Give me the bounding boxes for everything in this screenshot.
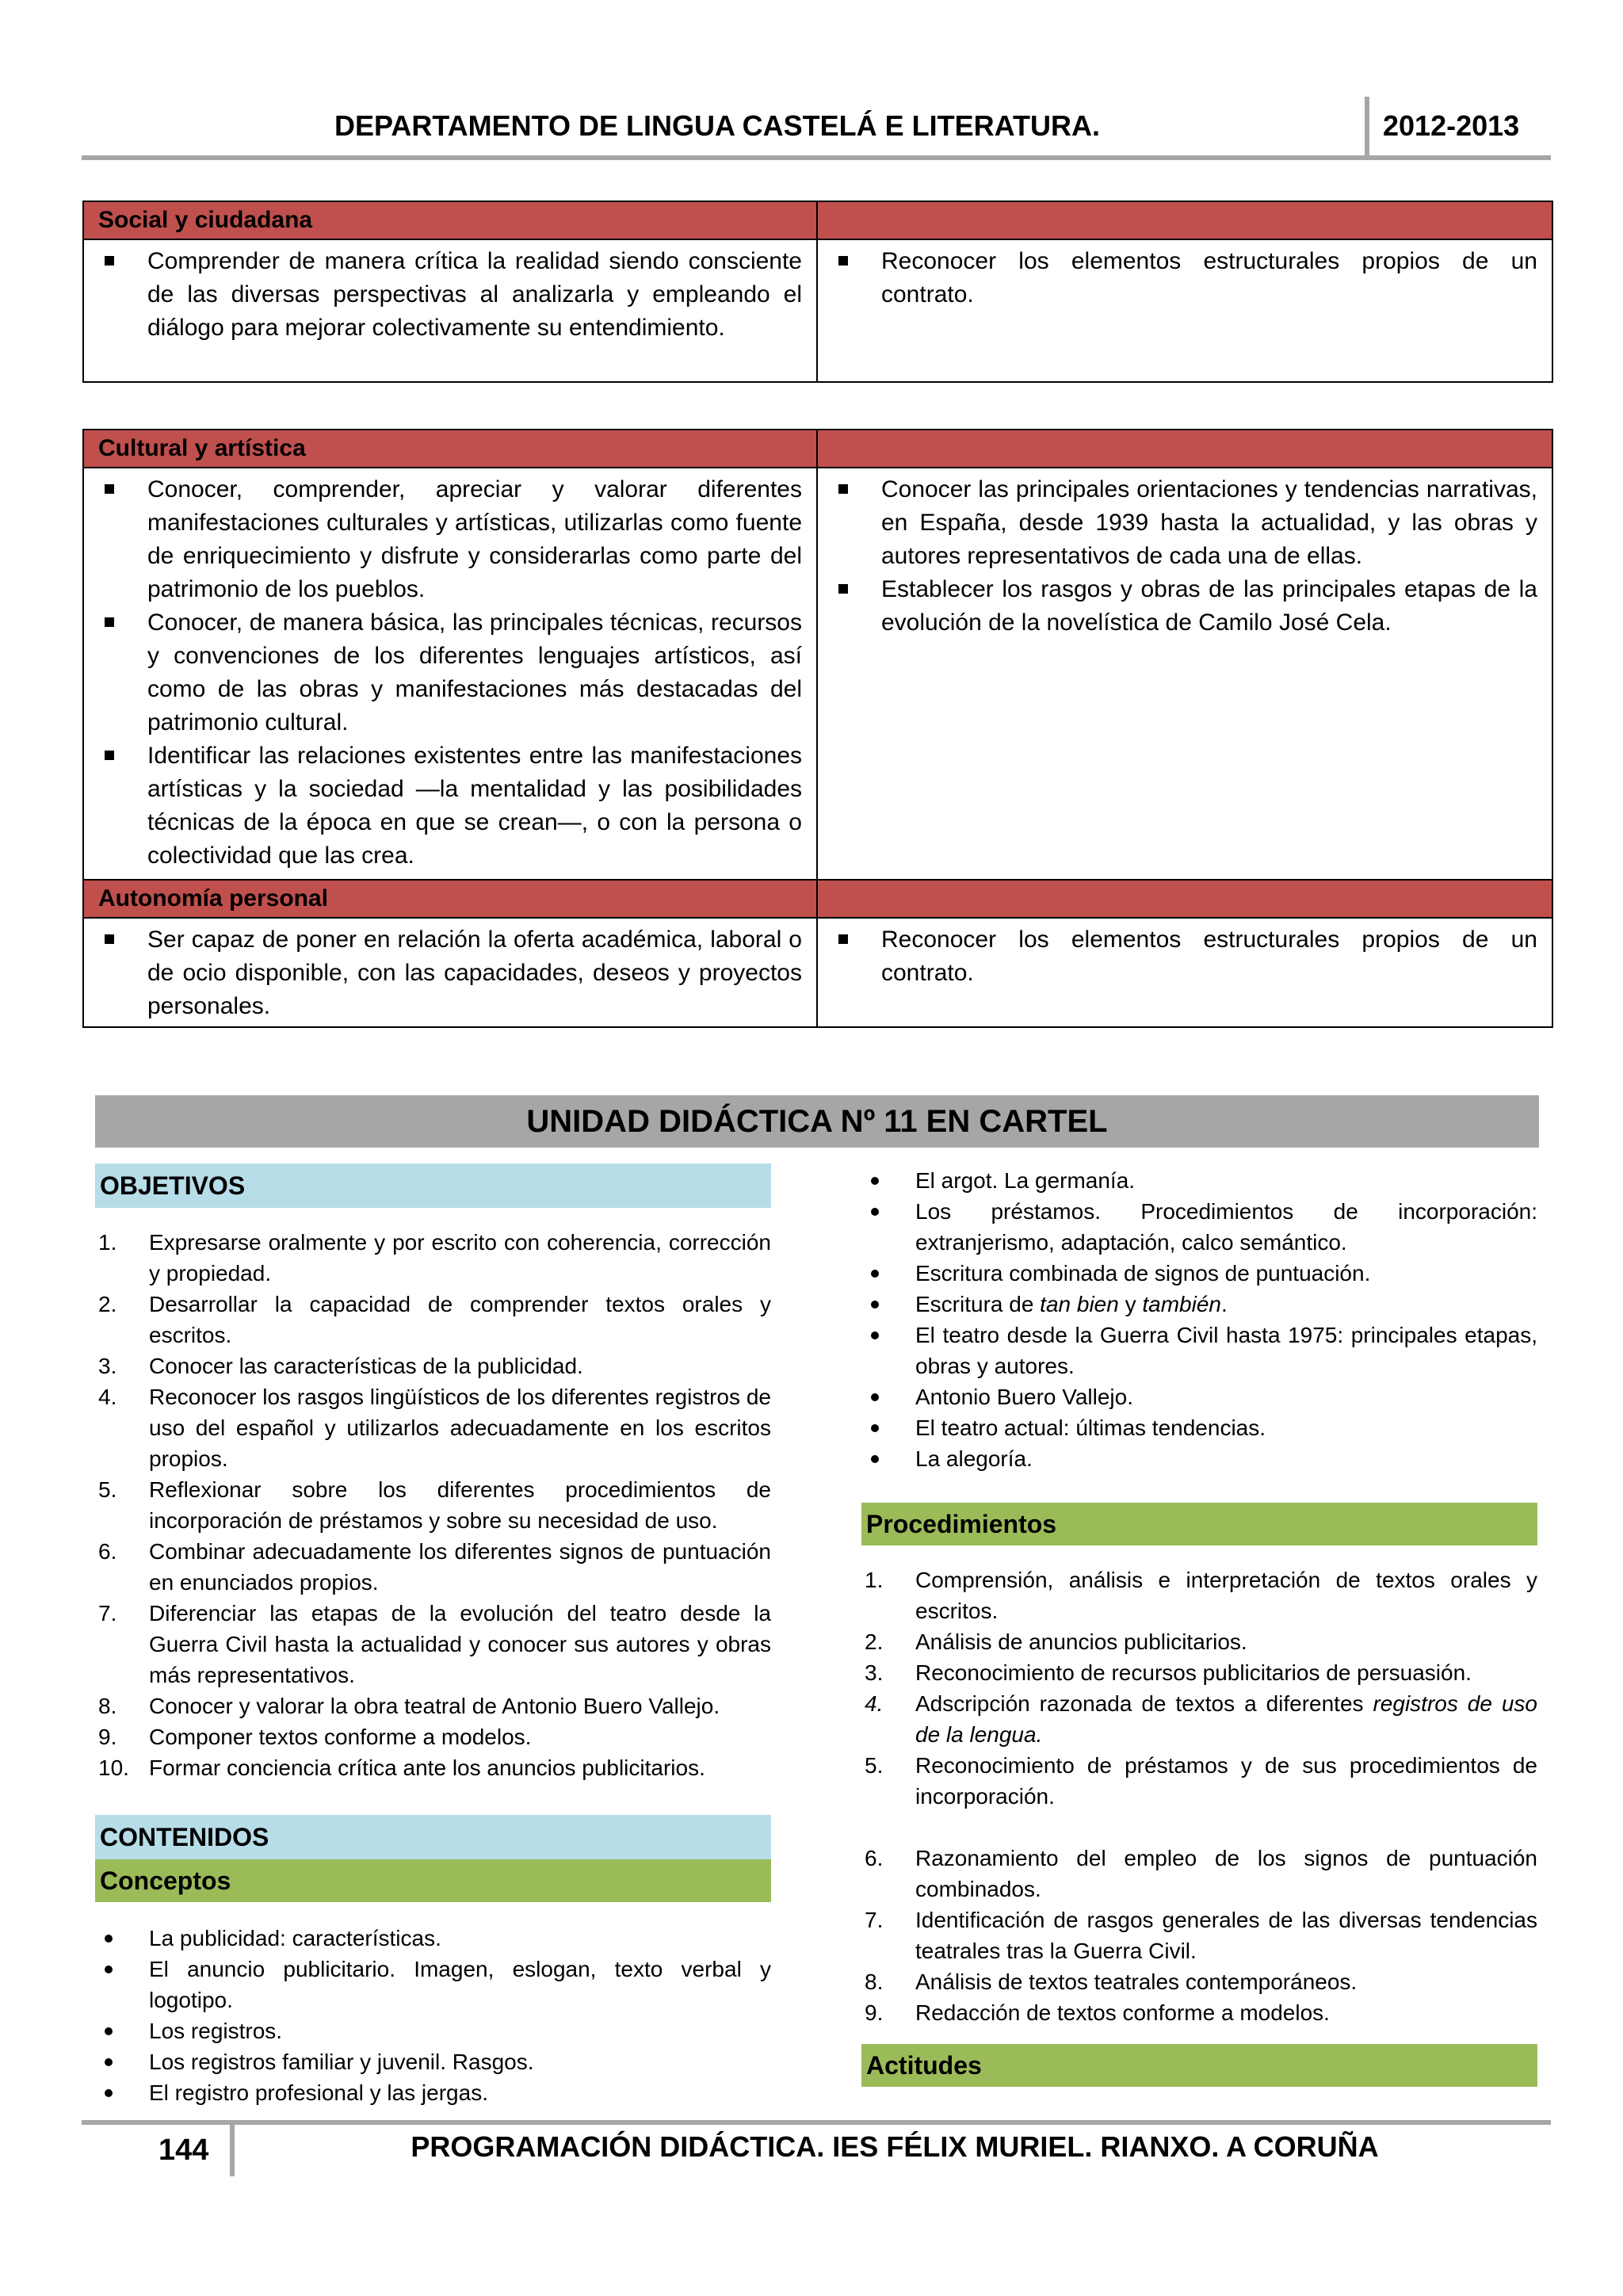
document-header-title: DEPARTAMENTO DE LINGUA CASTELÁ E LITERATURA. (334, 109, 1100, 142)
list-item: Antonio Buero Vallejo. (861, 1381, 1537, 1412)
list-item: Escritura de tan bien y también. (861, 1289, 1537, 1320)
list-item: Conocer, de manera básica, las principales técnicas, recursos y convenciones de los diferentes lenguajes artísticos, así como de las obras y manifestaciones más destacadas del patrimonio cultural. (98, 606, 802, 739)
list-item: 5. Reconocimiento de préstamos y de sus procedimientos de incorporación. (865, 1753, 1537, 1809)
competencia-cultural-heading-empty (817, 430, 1552, 468)
list-item: Los préstamos. Procedimientos de incorporación: extranjerismo, adaptación, calco semántico. (861, 1196, 1537, 1258)
list-item: 3. Reconocimiento de recursos publicitarios de persuasión. (865, 1660, 1472, 1685)
list-item: 2. Desarrollar la capacidad de comprender textos orales y escritos. (98, 1292, 771, 1347)
page-number: 144 (158, 2134, 209, 2167)
header-divider (1365, 97, 1369, 159)
list-item: 7. Diferenciar las etapas de la evolución del teatro desde la Guerra Civil hasta la actualidad y conocer sus autores y obras más representativos. (98, 1601, 771, 1687)
list-item: 1. Expresarse oralmente y por escrito con coherencia, corrección y propiedad. (98, 1230, 771, 1286)
list-item: Reconocer los elementos estructurales propios de un contrato. (832, 245, 1537, 311)
list-item: 8. Análisis de textos teatrales contemporáneos. (865, 1969, 1358, 1994)
list-item: El teatro desde la Guerra Civil hasta 1975: principales etapas, obras y autores. (861, 1320, 1537, 1381)
procedimientos-heading: Procedimientos (861, 1503, 1537, 1545)
list-item: 6. Razonamiento del empleo de los signos de puntuación combinados. (865, 1846, 1537, 1901)
competencia-autonomia-heading: Autonomía personal (83, 880, 817, 918)
list-item: 7. Identificación de rasgos generales de las diversas tendencias teatrales tras la Guerra Civil. (865, 1908, 1537, 1963)
header-rule (82, 155, 1551, 160)
list-item: El anuncio publicitario. Imagen, eslogan, texto verbal y logotipo. (95, 1954, 771, 2015)
competencia-social-right (817, 239, 1552, 382)
right-column (861, 1165, 1537, 2087)
competencia-autonomia-right (817, 918, 1552, 1027)
conceptos-list-left (95, 1923, 771, 2108)
list-item: Comprender de manera crítica la realidad siendo consciente de las diversas perspectivas al analizarla y empleando el diálogo para mejorar colectivamente su entendimiento. (98, 245, 802, 345)
list-item: Los registros familiar y juvenil. Rasgos. (95, 2046, 771, 2077)
list-item: 5. Reflexionar sobre los diferentes procedimientos de incorporación de préstamos y sobre su necesidad de uso. (98, 1477, 771, 1533)
competencia-social-left (83, 239, 817, 382)
list-item: 9. Redacción de textos conforme a modelos. (865, 2000, 1330, 2025)
list-item: 8. Conocer y valorar la obra teatral de Antonio Buero Vallejo. (98, 1694, 720, 1718)
conceptos-heading: Conceptos (95, 1859, 771, 1902)
list-item: El argot. La germanía. (861, 1165, 1537, 1196)
actitudes-heading: Actitudes (861, 2044, 1537, 2087)
list-item: El teatro actual: últimas tendencias. (861, 1412, 1537, 1443)
document-header-year: 2012-2013 (1383, 109, 1520, 142)
procedimientos-list (861, 1564, 1537, 2028)
list-item: 6. Combinar adecuadamente los diferentes signos de puntuación en enunciados propios. (98, 1539, 771, 1595)
list-item: 4. Reconocer los rasgos lingüísticos de los diferentes registros de uso del español y utilizarlos adecuadamente en los escritos propios. (98, 1385, 771, 1471)
list-item: La alegoría. (861, 1443, 1537, 1474)
competencia-social-heading-empty (817, 201, 1552, 239)
footer-divider (230, 2122, 235, 2176)
list-item: Reconocer los elementos estructurales propios de un contrato. (832, 923, 1537, 990)
footer-text: PROGRAMACIÓN DIDÁCTICA. IES FÉLIX MURIEL. RIANXO. A CORUÑA (411, 2130, 1379, 2163)
list-item: 1. Comprensión, análisis e interpretación de textos orales y escritos. (865, 1568, 1537, 1623)
competencia-cultural-left (83, 468, 817, 880)
competencia-social-table (82, 201, 1553, 383)
competencia-social-heading: Social y ciudadana (83, 201, 817, 239)
list-item: Ser capaz de poner en relación la oferta académica, laboral o de ocio disponible, con las capacidades, deseos y proyectos personales. (98, 923, 802, 1023)
unit-title: UNIDAD DIDÁCTICA Nº 11 EN CARTEL (95, 1095, 1539, 1148)
list-item: Escritura combinada de signos de puntuación. (861, 1258, 1537, 1289)
objetivos-heading: OBJETIVOS (95, 1163, 771, 1208)
list-item: 2. Análisis de anuncios publicitarios. (865, 1629, 1247, 1654)
conceptos-list-right (861, 1165, 1537, 1474)
list-item: 9. Componer textos conforme a modelos. (98, 1725, 532, 1749)
list-item: La publicidad: características. (95, 1923, 771, 1954)
competencia-cultural-right (817, 468, 1552, 880)
list-item: 3. Conocer las características de la publicidad. (98, 1354, 583, 1378)
list-item: Conocer las principales orientaciones y tendencias narrativas, en España, desde 1939 hasta la actualidad, y las obras y autores representativos de cada una de ellas. (832, 473, 1537, 573)
left-column (95, 1163, 771, 2108)
list-item: Conocer, comprender, apreciar y valorar diferentes manifestaciones culturales y artísticas, utilizarlas como fuente de enriquecimiento y disfrute y considerarlas como parte del patrimonio de los pueblos. (98, 473, 802, 606)
competencia-autonomia-heading-empty (817, 880, 1552, 918)
list-item: 4. Adscripción razonada de textos a diferentes registros de uso de la lengua. (865, 1691, 1537, 1747)
contenidos-heading: CONTENIDOS (95, 1815, 771, 1859)
objetivos-list (95, 1227, 771, 1783)
competencia-cultural-heading: Cultural y artística (83, 430, 817, 468)
list-item: 10. Formar conciencia crítica ante los anuncios publicitarios. (98, 1755, 705, 1780)
list-item: Identificar las relaciones existentes entre las manifestaciones artísticas y la sociedad —la mentalidad y las posibilidades técnicas de la época en que se crean—, o con la persona o colectividad que las crea. (98, 739, 802, 873)
list-item: Establecer los rasgos y obras de las principales etapas de la evolución de la novelística de Camilo José Cela. (832, 573, 1537, 640)
competencia-cultural-table (82, 429, 1553, 1028)
list-item: Los registros. (95, 2015, 771, 2046)
competencia-autonomia-left (83, 918, 817, 1027)
footer-rule (82, 2120, 1551, 2125)
list-item: El registro profesional y las jergas. (95, 2077, 771, 2108)
